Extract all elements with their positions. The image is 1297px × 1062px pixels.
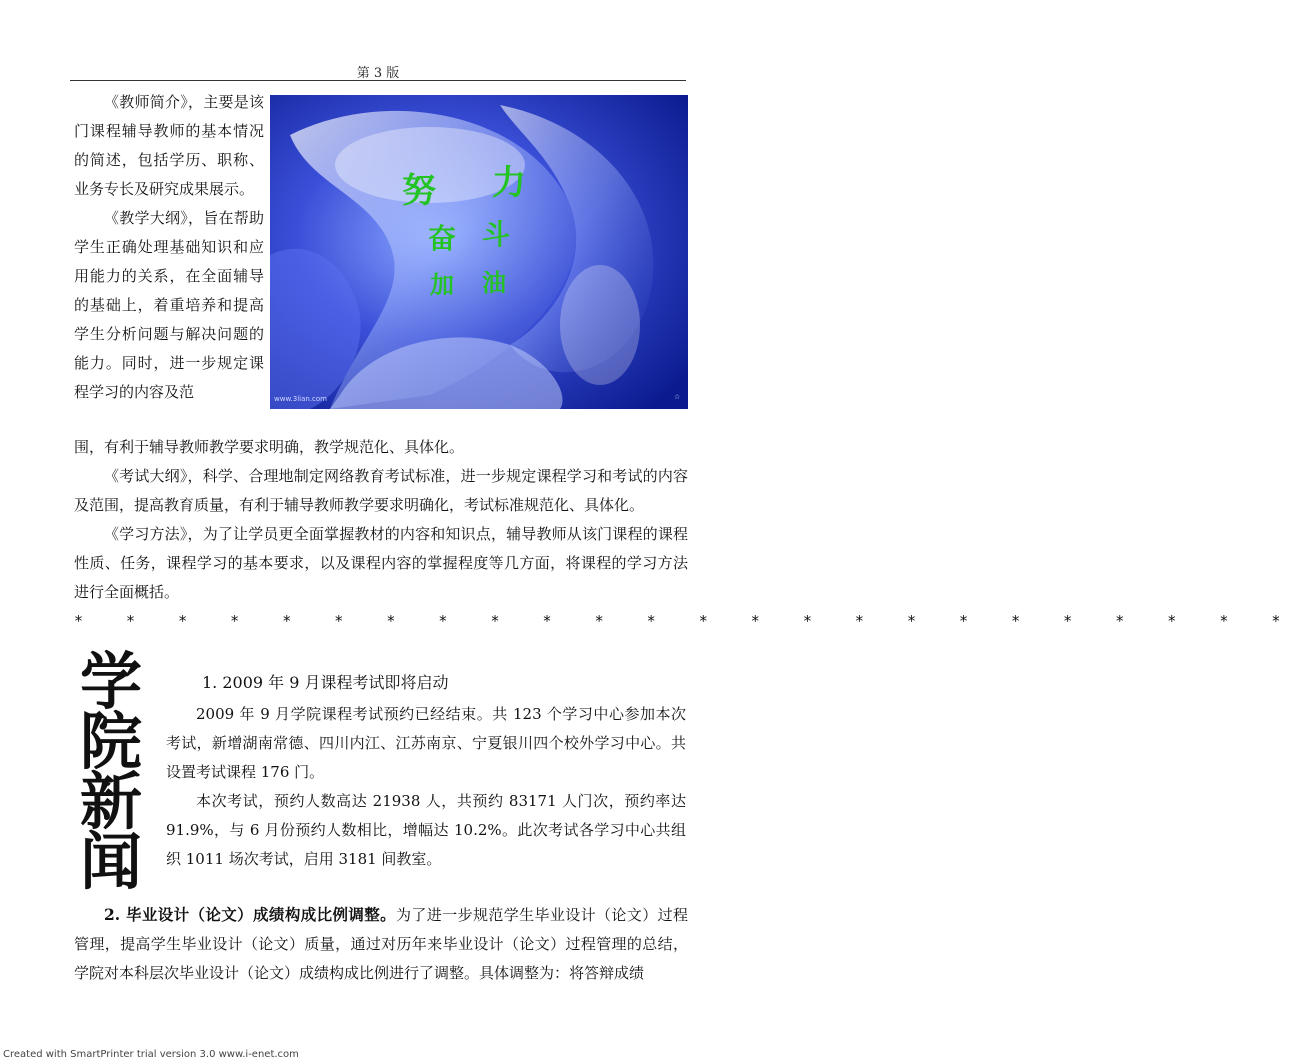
syllabus-continuation: 围，有利于辅导教师教学要求明确，教学规范化、具体化。: [74, 438, 465, 456]
star-separator: * * * * * * * * * * * * * * * * * * * * * * * *: [74, 612, 1297, 630]
teacher-intro-paragraph: 《教师简介》，主要是该门课程辅导教师的基本情况的简述，包括学历、职称、业务专长及研究成果展示。: [74, 93, 264, 198]
photo-word-6: 油: [482, 268, 508, 297]
abstract-glass-image: [270, 95, 688, 409]
footer-credit: Created with SmartPrinter trial version 3.0 www.i-enet.com: [3, 1049, 299, 1060]
syllabus-paragraph: 《教学大纲》，旨在帮助学生正确处理基础知识和应用能力的关系，在全面辅导的基础上，着重培养和提高学生分析问题与解决问题的能力。同时，进一步规定课程学习的内容及范: [74, 209, 264, 401]
page-header: 第 3 版: [356, 66, 400, 81]
photo-word-4: 斗: [482, 218, 513, 251]
photo-word-2: 力: [492, 163, 528, 203]
news-section-title: [80, 645, 160, 898]
study-method-paragraph: 《学习方法》，为了让学员更全面掌握教材的内容和知识点，辅导教师从该门课程的课程性质、任务，课程学习的基本要求，以及课程内容的掌握程度等几方面，将课程的学习方法进行全面概括。: [74, 525, 688, 601]
intro-left-column: [74, 88, 264, 407]
header-rule: [70, 80, 686, 81]
exam-outline-paragraph: 《考试大纲》，科学、合理地制定网络教育考试标准，进一步规定课程学习和考试的内容及范围，提高教育质量，有利于辅导教师教学要求明确化，考试标准规范化、具体化。: [74, 467, 688, 514]
photo-word-1: 努: [402, 171, 438, 211]
photo-word-5: 加: [430, 270, 456, 299]
decorative-photo: [270, 95, 688, 409]
photo-corner-mark: ☆: [674, 393, 681, 401]
news-title-char-2: 院: [80, 705, 143, 778]
news-title-char-4: 闻: [80, 825, 143, 898]
news-item-2-paragraph: [74, 900, 688, 988]
news-title-char-1: 学: [80, 645, 143, 718]
news-item-1-title: 1. 2009 年 9 月课程考试即将启动: [202, 673, 449, 692]
news-item-1-paragraph-1: 2009 年 9 月学院课程考试预约已经结束。共 123 个学习中心参加本次考试，新增湖南常德、四川内江、江苏南京、宁夏银川四个校外学习中心。共设置考试课程 176 门。: [166, 705, 686, 781]
intro-full-width: [74, 433, 688, 607]
news-item-1: [166, 670, 686, 874]
news-item-1-paragraph-2: 本次考试，预约人数高达 21938 人，共预约 83171 人门次，预约率达 91.9%，与 6 月份预约人数相比，增幅达 10.2%。此次考试各学习中心共组织 1011 场次考试，启用 3181 间教室。: [166, 792, 686, 868]
news-item-2-body: 为了进一步规范学生毕业设计（论文）过程管理，提高学生毕业设计（论文）质量，通过对历年来毕业设计（论文）过程管理的总结，学院对本科层次毕业设计（论文）成绩构成比例进行了调整。具体调整为：将答辩成绩: [74, 906, 688, 982]
news-item-2-title: 2. 毕业设计（论文）成绩构成比例调整。: [104, 905, 397, 924]
news-item-2: [74, 900, 688, 988]
news-title-char-3: 新: [80, 765, 143, 838]
photo-word-3: 奋: [428, 222, 459, 255]
photo-watermark: www.3lian.com: [274, 395, 328, 403]
